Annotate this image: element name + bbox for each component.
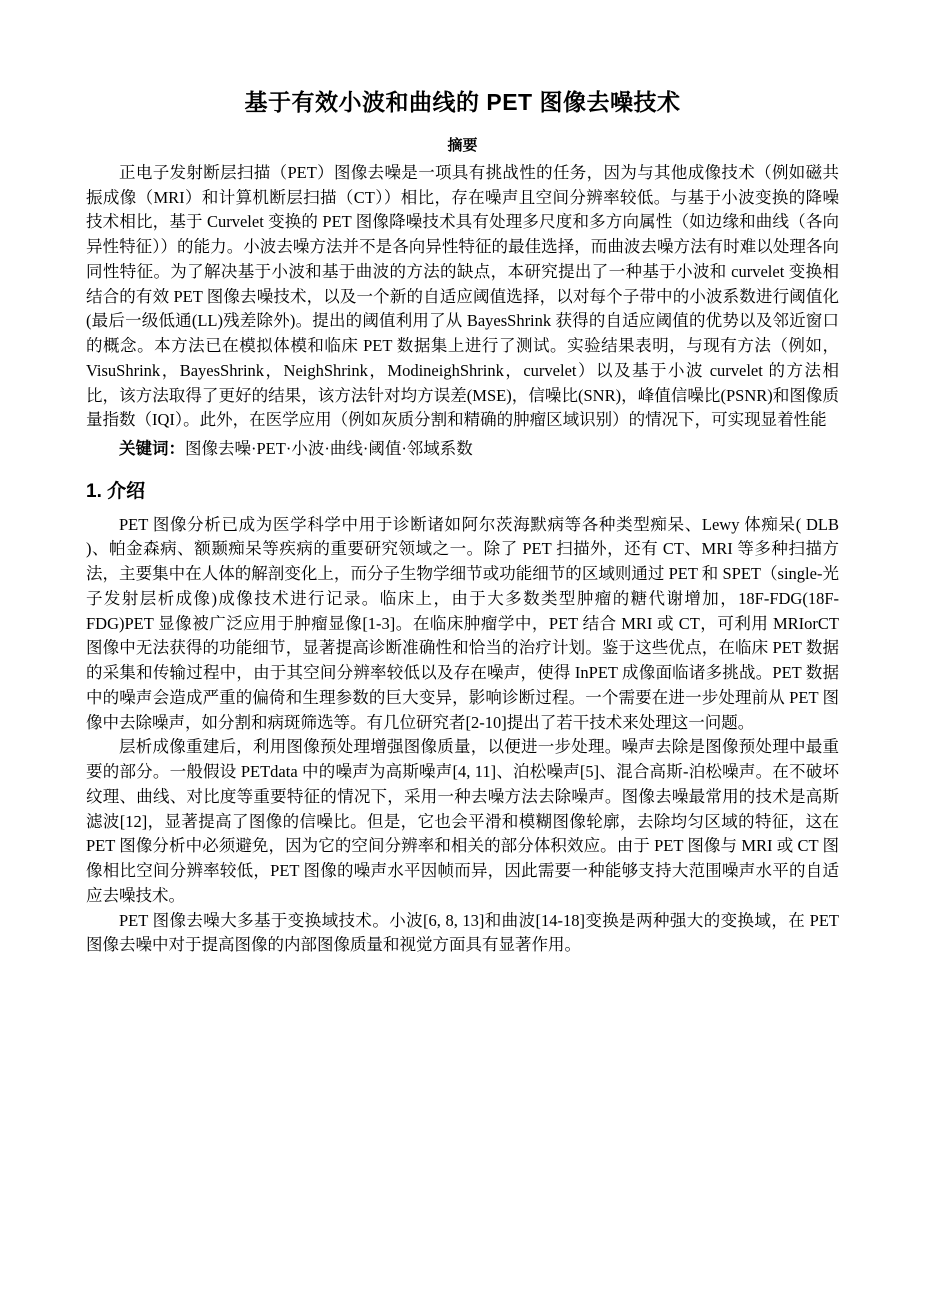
section-heading-introduction: 1. 介绍: [86, 480, 146, 502]
abstract-heading: 摘要: [447, 136, 478, 154]
paragraph: 层析成像重建后，利用图像预处理增强图像质量，以便进一步处理。噪声去除是图像预处理中最重要的部分。一般假设 PETdata 中的噪声为高斯噪声[4, 11]、泊松噪声[5]、混合高斯-泊松噪声。在不破坏纹理、曲线、对比度等重要特征的情况下，采用一种去噪方法去除噪声。图像去噪最常用的技术是高斯滤波[12]，显著提高了图像的信噪比。但是，它也会平滑和模糊图像轮廓，去除均匀区域的特征，这在 PET 图像分析中必须避免，因为它的空间分辨率和相关的部分体积效应。由于 PET 图像与 MRI 或 CT 图像相比空间分辨率较低，PET 图像的噪声水平因帧而异，因此需要一种能够支持大范围噪声水平的自适应去噪技术。: [86, 737, 839, 905]
paragraph: PET 图像去噪大多基于变换域技术。小波[6, 8, 13]和曲波[14-18]变换是两种强大的变换域，在 PET 图像去噪中对于提高图像的内部图像质量和视觉方面具有显著作用。: [86, 910, 839, 955]
paragraph: PET 图像分析已成为医学科学中用于诊断诸如阿尔茨海默病等各种类型痴呆、Lewy 体痴呆( DLB )、帕金森病、额颞痴呆等疾病的重要研究领域之一。除了 PET 扫描外，还有 CT、MRI 等多种扫描方法，主要集中在人体的解剖变化上，而分子生物学细节或功能细节的区域则通过 PET 和 SPET（single-光子发射层析成像)成像技术进行记录。临床上，由于大多数类型肿瘤的糖代谢增加，18F-FDG(18F-FDG)PET 显像被广泛应用于肿瘤显像[1-3]。在临床肿瘤学中，PET 结合 MRI 或 CT，可利用 MRIorCT 图像中无法获得的功能细节，显著提高诊断准确性和恰当的治疗计划。鉴于这些优点，在临床 PET 数据的采集和传输过程中，由于其空间分辨率较低以及存在噪声，使得 InPET 成像面临诸多挑战。PET 数据中的噪声会造成严重的偏倚和生理参数的巨大变异，影响诊断过程。一个需要在进一步处理前从 PET 图像中去除噪声，如分割和病斑筛选等。有几位研究者[2-10]提出了若干技术来处理这一问题。: [86, 514, 839, 732]
page-title: 基于有效小波和曲线的 PET 图像去噪技术: [244, 89, 681, 115]
section-introduction-body: [86, 513, 839, 959]
keywords-label: 关键词：: [119, 440, 185, 459]
abstract-text: 正电子发射断层扫描（PET）图像去噪是一项具有挑战性的任务，因为与其他成像技术（例如磁共振成像（MRI）和计算机断层扫描（CT））相比，存在噪声且空间分辨率较低。与基于小波变换的降噪技术相比，基于 Curvelet 变换的 PET 图像降噪技术具有处理多尺度和多方向属性（如边缘和曲线（各向异性特征））的能力。小波去噪方法并不是各向异性特征的最佳选择，而曲波去噪方法有时难以处理各向同性特征。为了解决基于小波和基于曲波的方法的缺点，本研究提出了一种基于小波和 curvelet 变换相结合的有效 PET 图像去噪技术，以及一个新的自适应阈值选择，以对每个子带中的小波系数进行阈值化(最后一级低通(LL)残差除外)。提出的阈值利用了从 BayesShrink 获得的自适应阈值的优势以及邻近窗口的概念。本方法已在模拟体模和临床 PET 数据集上进行了测试。实验结果表明，与现有方法（例如，VisuShrink，BayesShrink，NeighShrink，ModineighShrink，curvelet）以及基于小波 curvelet 的方法相比，该方法取得了更好的结果，该方法针对均方误差(MSE)，信噪比(SNR)，峰值信噪比(PSNR)和图像质量指数（IQI）。此外，在医学应用（例如灰质分割和精确的肿瘤区域识别）的情况下，可实现显着性能: [86, 162, 839, 430]
keywords-value: 图像去噪·PET·小波·曲线·阈值·邻域系数: [185, 439, 473, 459]
keywords-line: [86, 437, 839, 462]
